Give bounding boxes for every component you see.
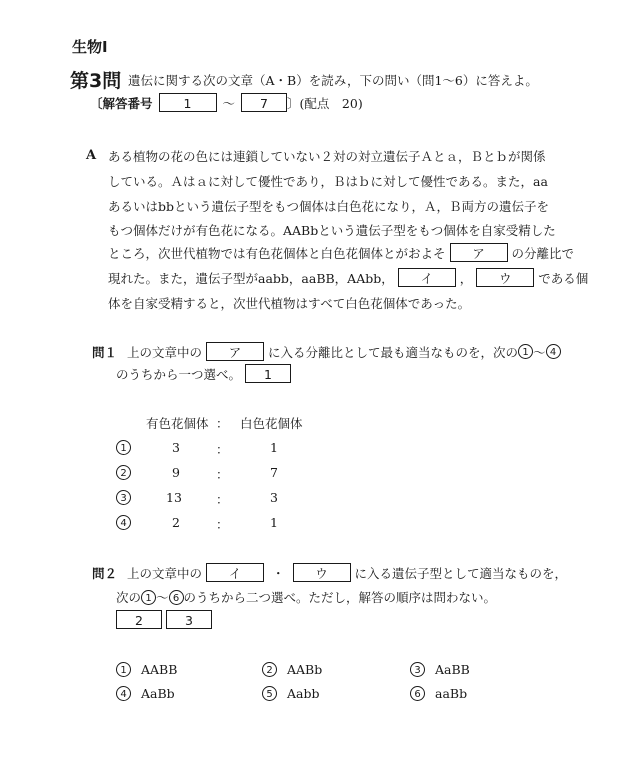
q1-text: に入る分離比として最も適当なものを，次の [268, 344, 519, 360]
question-intro: 遺伝に関する次の文章（A・B）を読み，下の問い（問1～6）に答えよ。 [128, 73, 538, 88]
choice-circle-icon: 2 [262, 662, 277, 677]
list-item [262, 662, 322, 677]
ratio-white: 7 [270, 465, 278, 480]
passage-line: あるいはbbという遺伝子型をもつ個体は白色花になり，Ａ，Ｂ両方の遺伝子を [108, 199, 550, 214]
passage-text: である個 [538, 270, 589, 286]
list-item [262, 686, 319, 701]
choice-text: AaBb [141, 686, 175, 701]
ratio-white: 1 [270, 440, 278, 455]
blank-a-box: ア [450, 243, 508, 262]
passage-line-blank-iu [108, 268, 588, 287]
choice-circle-icon: 4 [116, 515, 131, 530]
passage-text: の分離比で [511, 245, 575, 261]
ratio-colored: 13 [166, 490, 182, 505]
ratio-sep: ： [216, 492, 229, 507]
passage-line: ある植物の花の色には連鎖していない２対の対立遺伝子Ａとａ，Ｂとｂが関係 [108, 149, 546, 164]
q2-text: 上の文章中の [127, 565, 203, 581]
choice-circle-icon: 6 [410, 686, 425, 701]
blank-u-box: ウ [476, 268, 534, 287]
choice-circle-icon: 5 [262, 686, 277, 701]
passage-text: ところ，次世代植物では有色花個体と白色花個体とがおよそ [108, 245, 446, 261]
choice-circle-icon: 3 [410, 662, 425, 677]
choice-text: AaBB [435, 662, 470, 677]
subject-title: 生物Ⅰ [72, 38, 108, 56]
ratio-colored: 9 [172, 465, 180, 480]
q2-text: に入る遺伝子型として適当なものを， [354, 565, 568, 581]
q2-text: のうちから二つ選べ。ただし，解答の順序は問わない。 [183, 590, 497, 605]
question-number: 第3問 [70, 70, 122, 92]
passage-text: 現れた。また，遺伝子型がaabb，aaBB，AAbb， [108, 270, 394, 286]
q2-dot: ・ [272, 565, 285, 581]
answer-from-box: 1 [159, 93, 217, 112]
q1-text: のうちから一つ選べ。 [116, 366, 242, 382]
q1-label: 問１ [92, 344, 118, 360]
circled-number-icon: 1 [141, 590, 156, 605]
answer-to-box: 7 [241, 93, 287, 112]
q1-line1 [92, 342, 561, 361]
ratio-colored: 2 [172, 515, 180, 530]
list-item [116, 662, 177, 677]
table-header-sep: ： [216, 416, 229, 431]
ratio-white: 1 [270, 515, 278, 530]
circled-number-icon: 4 [546, 344, 561, 359]
blank-i-box: イ [398, 268, 456, 287]
choice-circle-icon: 2 [116, 465, 131, 480]
ratio-sep: ： [216, 517, 229, 532]
choice-circle-icon: 3 [116, 490, 131, 505]
q1-tilde: ～ [533, 344, 546, 360]
list-item [410, 662, 470, 677]
list-item [116, 686, 175, 701]
passage-line: 体を自家受精すると，次世代植物はすべて白色花個体であった。 [108, 296, 471, 311]
answer-range-label: 〔解答番号 [90, 95, 153, 111]
passage-line: もつ個体だけが有色花になる。AABbという遺伝子型をもつ個体を自家受精した [108, 223, 556, 238]
q2-answer-boxes [116, 610, 212, 629]
passage-comma: ， [459, 270, 473, 286]
table-header-colored: 有色花個体 [146, 416, 209, 431]
ratio-colored: 3 [172, 440, 180, 455]
answer-range [90, 93, 363, 112]
points-text: 〕(配点 20) [287, 95, 363, 111]
q1-line2 [116, 364, 291, 383]
ratio-sep: ： [216, 467, 229, 482]
choice-text: AABb [287, 662, 323, 677]
choice-text: Aabb [287, 686, 320, 701]
choice-text: aaBb [435, 686, 468, 701]
q2-answer-box: 3 [166, 610, 212, 629]
passage-line: している。Ａはａに対して優性であり，Ｂはｂに対して優性である。また，aa [108, 174, 548, 189]
q1-answer-box: 1 [245, 364, 291, 383]
circled-number-icon: 1 [518, 344, 533, 359]
q1-blank-a-box: ア [206, 342, 264, 361]
ratio-sep: ： [216, 442, 229, 457]
choice-circle-icon: 1 [116, 662, 131, 677]
q2-label: 問２ [92, 565, 118, 581]
q2-line2 [116, 588, 496, 606]
q2-blank-i-box: イ [206, 563, 264, 582]
choice-circle-icon: 1 [116, 440, 131, 455]
q2-text: 次の [116, 590, 142, 605]
q1-text: 上の文章中の [127, 344, 203, 360]
passage-label: A [86, 148, 97, 163]
choice-circle-icon: 4 [116, 686, 131, 701]
passage-line-blank-a [108, 243, 574, 262]
table-header-white: 白色花個体 [240, 416, 303, 431]
ratio-white: 3 [270, 490, 278, 505]
answer-tilde: ～ [222, 95, 236, 111]
q2-line1 [92, 563, 567, 582]
q2-tilde: ～ [156, 590, 169, 605]
q2-answer-box: 2 [116, 610, 162, 629]
choice-text: AABB [141, 662, 178, 677]
q2-blank-u-box: ウ [293, 563, 351, 582]
list-item [410, 686, 467, 701]
circled-number-icon: 6 [169, 590, 184, 605]
